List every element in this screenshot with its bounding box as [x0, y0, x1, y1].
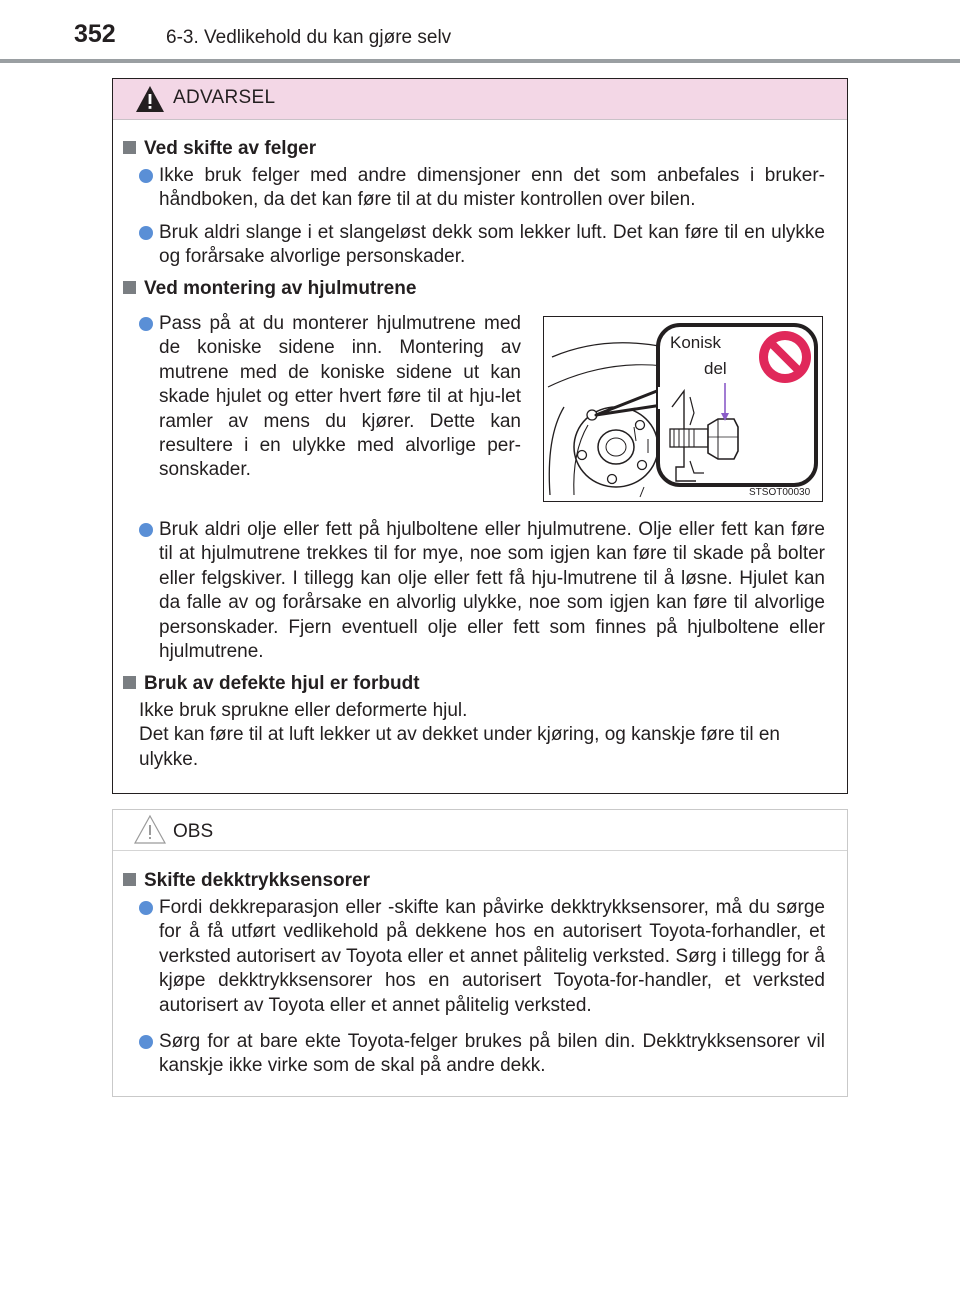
defective-wheels-text: Ikke bruk sprukne eller deformerte hjul. Det kan føre til at luft lekker ut av dekket under kjøring, og kanskje føre til en ulykke. — [139, 700, 780, 770]
page-header — [0, 0, 960, 60]
bullet-dot-icon — [139, 523, 153, 537]
notice-title: OBS — [173, 821, 214, 842]
square-bullet-icon — [123, 676, 136, 689]
bullet-tpms-service: Fordi dekkreparasjon eller -skifte kan påvirke dekktrykksensorer, må du sørge for å få utført vedlikehold på dekkene hos en autorisert Toyota-forhandler, et verksted autorisert av Toyota eller et annet pålitelig verksted. Sørg i tillegg for å kjøpe dekktrykksensorer hos en autorisert Toyota-for-handler, et verksted autorisert av Toyota eller et annet pålitelig verksted. — [139, 896, 825, 1018]
page-number: 352 — [74, 20, 116, 48]
section-heading-tpms: Skifte dekktrykksensorer — [123, 869, 370, 893]
caution-triangle-icon — [133, 814, 167, 845]
warning-header — [113, 79, 847, 120]
prohibition-icon — [759, 331, 811, 383]
warning-box — [112, 78, 848, 794]
wheel-nut-illustration — [543, 316, 823, 502]
bullet-rim-dimensions: Ikke bruk felger med andre dimensjoner enn det som anbefales i bruker-håndboken, da det kan føre til at du mister kontrollen over bilen. — [139, 164, 825, 213]
callout-label-line1: Konisk — [670, 333, 722, 352]
section-heading-rims: Ved skifte av felger — [123, 137, 316, 161]
section-heading-defective-wheels: Bruk av defekte hjul er forbudt — [123, 672, 420, 696]
callout-label-line2: del — [704, 359, 727, 378]
section-title: 6-3. Vedlikehold du kan gjøre selv — [166, 27, 452, 48]
square-bullet-icon — [123, 141, 136, 154]
bullet-dot-icon — [139, 901, 153, 915]
header-rule — [0, 59, 960, 63]
bullet-no-oil-grease: Bruk aldri olje eller fett på hjulboltene eller hjulmutrene. Olje eller fett kan føre til at hjulmutrene trekkes til for mye, noe som igjen kan føre til skade på bolter eller felgskiver. I tillegg kan olje eller fett få hju-lmutrene til å løsne. Hjulet kan da falle av og forårsake en alvorlig ulykke, noe som igjen kan føre til alvorlige personskader. Fjern eventuell olje eller fett som finnes på hjulboltene eller hjulmutrene. — [139, 518, 825, 664]
bullet-genuine-rims: Sørg for at bare ekte Toyota-felger brukes på bilen din. Dekktrykksensorer vil kanskje ikke virke som de skal på andre dekk. — [139, 1030, 825, 1079]
bullet-dot-icon — [139, 169, 153, 183]
bullet-tube-in-tubeless: Bruk aldri slange i et slangeløst dekk som lekker luft. Det kan føre til en ulykke og forårsake alvorlige personskader. — [139, 221, 825, 270]
notice-box — [112, 809, 848, 1097]
notice-header — [113, 810, 847, 851]
warning-triangle-icon — [135, 85, 165, 113]
bullet-dot-icon — [139, 226, 153, 240]
bullet-conical-side: Pass på at du monterer hjulmutrene med de koniske sidene inn. Montering av mutrene med de koniske sidene ut kan skade hjulet og etter hvert føre til at hju-let ramler av mens du kjører. Dette kan resultere i en ulykke med alvorlige per-sonskader. — [139, 312, 521, 483]
warning-title: ADVARSEL — [173, 87, 276, 108]
bullet-dot-icon — [139, 317, 153, 331]
wheel-hub-drawing — [544, 317, 822, 501]
bullet-dot-icon — [139, 1035, 153, 1049]
square-bullet-icon — [123, 281, 136, 294]
square-bullet-icon — [123, 873, 136, 886]
figure-code: STSOT00030 — [749, 487, 811, 498]
section-heading-nuts: Ved montering av hjulmutrene — [123, 277, 416, 301]
